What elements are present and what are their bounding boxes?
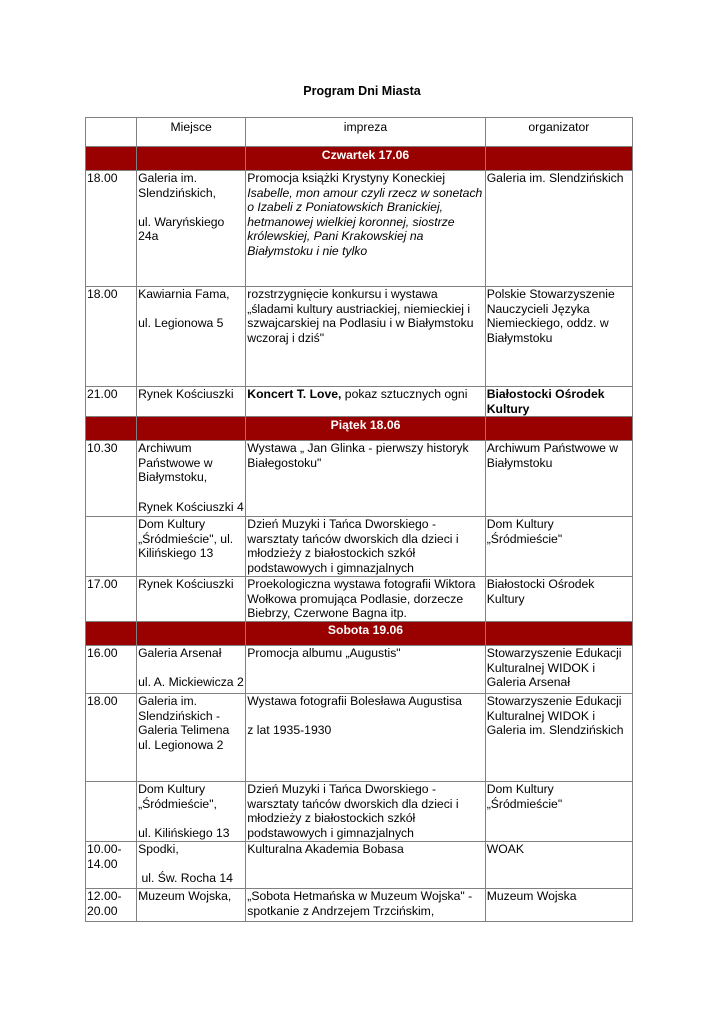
table-row [86,171,633,287]
cell-org: Polskie Stowarzyszenie Nauczycieli Języka Niemieckiego, oddz. w Białymstoku [485,287,632,387]
table-row [86,645,633,693]
place-line: ul. Kilińskiego 13 [138,825,230,840]
day-label: Piątek 18.06 [246,417,485,441]
day-spacer [485,417,632,441]
cell-time: 18.00 [86,693,137,781]
cell-place [137,171,246,287]
program-table [85,117,633,922]
cell-time [86,781,137,841]
cell-org: Białostocki Ośrodek Kultury [485,577,632,622]
day-spacer [485,147,632,171]
table-row [86,693,633,781]
table-row [86,387,633,417]
cell-org: Muzeum Wojska [485,888,632,921]
header-place: Miejsce [137,118,246,147]
cell-time: 16.00 [86,645,137,693]
table-row [86,781,633,841]
cell-event: Dzień Muzyki i Tańca Dworskiego - warsztaty tańców dworskich dla dzieci i młodzieży z białostockich szkół podstawowych i gimnazjalnych [246,517,485,577]
org-bold: Białostocki Ośrodek Kultury [486,387,605,416]
cell-event: „Sobota Hetmańska w Muzeum Wojska" - spotkanie z Andrzejem Trzcińskim, [246,888,485,921]
cell-place [137,287,246,387]
cell-place [137,781,246,841]
day-row-saturday [86,621,633,645]
day-spacer [137,147,246,171]
cell-org [485,387,632,417]
cell-event: Wystawa „ Jan Glinka - pierwszy historyk Białegostoku" [246,441,485,517]
table-row [86,888,633,921]
place-line: Archiwum Państwowe w Białymstoku, [138,441,213,485]
day-label: Czwartek 17.06 [246,147,485,171]
cell-place: Rynek Kościuszki [137,387,246,417]
day-label: Sobota 19.06 [246,621,485,645]
table-row [86,517,633,577]
day-spacer [86,147,137,171]
cell-place [137,645,246,693]
day-spacer [86,621,137,645]
cell-org: Archiwum Państwowe w Białymstoku [485,441,632,517]
place-line: Galeria Arsenał [138,645,222,660]
place-line: ul. Waryńskiego 24a [138,214,225,244]
cell-place [137,441,246,517]
cell-place [137,841,246,888]
day-spacer [137,621,246,645]
page-title: Program Dni Miasta [303,84,421,98]
header-event: impreza [246,118,485,147]
cell-event: Kulturalna Akademia Bobasa [246,841,485,888]
place-line: Dom Kultury „Śródmieście", [138,781,217,811]
cell-event [246,387,485,417]
place-line: ul. Św. Rocha 14 [138,871,233,886]
cell-event: Dzień Muzyki i Tańca Dworskiego - warsztaty tańców dworskich dla dzieci i młodzieży z białostockich szkół podstawowych i gimnazjalnych [246,781,485,841]
table-row [86,287,633,387]
cell-time [86,517,137,577]
day-spacer [485,621,632,645]
place-line: ul. A. Mickiewicza 2 [138,675,244,690]
cell-event: rozstrzygnięcie konkursu i wystawa „śladami kultury austriackiej, niemieckiej i szwajcarskiej na Podlasiu i w Białymstoku wczoraj i dziś" [246,287,485,387]
table-row [86,441,633,517]
day-spacer [86,417,137,441]
header-org: organizator [485,118,632,147]
cell-time: 18.00 [86,287,137,387]
place-line: Rynek Kościuszki 4 [138,499,244,514]
cell-time: 10.30 [86,441,137,517]
cell-org: Galeria im. Slendzińskich [485,171,632,287]
cell-org: WOAK [485,841,632,888]
cell-place: Rynek Kościuszki [137,577,246,622]
cell-time: 17.00 [86,577,137,622]
cell-time: 21.00 [86,387,137,417]
cell-org: Dom Kultury „Śródmieście" [485,781,632,841]
day-spacer [137,417,246,441]
cell-place: Galeria im. Slendzińskich - Galeria Telimena ul. Legionowa 2 [137,693,246,781]
place-line: Kawiarnia Fama, [138,287,230,301]
cell-event: Promocja albumu „Augustis" [246,645,485,693]
place-line: Spodki, [138,841,179,856]
cell-time: 18.00 [86,171,137,287]
cell-org: Dom Kultury „Śródmieście" [485,517,632,577]
day-row-friday [86,417,633,441]
header-row [86,118,633,147]
table-row [86,577,633,622]
event-text: pokaz sztucznych ogni [341,387,468,401]
cell-time: 12.00-20.00 [86,888,137,921]
cell-org: Stowarzyszenie Edukacji Kulturalnej WIDOK i Galeria im. Slendzińskich [485,693,632,781]
cell-org: Stowarzyszenie Edukacji Kulturalnej WIDOK i Galeria Arsenał [485,645,632,693]
cell-time: 10.00-14.00 [86,841,137,888]
event-line: Wystawa fotografii Bolesława Augustisa [247,693,462,708]
cell-event [246,693,485,781]
event-text: Promocja książki Krystyny Koneckiej [247,171,446,185]
day-row-thursday [86,147,633,171]
cell-place: Muzeum Wojska, [137,888,246,921]
cell-place: Dom Kultury „Śródmieście", ul. Kilińskiego 13 [137,517,246,577]
cell-event [246,171,485,287]
event-line: z lat 1935-1930 [247,723,332,738]
table-row [86,841,633,888]
header-time [86,118,137,147]
place-line: Galeria im. Slendzińskich, [138,171,216,200]
place-line: ul. Legionowa 5 [138,316,224,331]
event-italic: Isabelle, mon amour czyli rzecz w sonetach o Izabeli z Poniatowskich Branickiej, hetmanowej wielkiej koronnej, siostrze królewskiej, Pani Krakowskiej na Białymstoku i nie tylko [247,185,483,258]
event-bold: Koncert T. Love, [247,387,342,401]
cell-event: Proekologiczna wystawa fotografii Wiktora Wołkowa promująca Podlasie, dorzecze Biebrzy, Czerwone Bagna itp. [246,577,485,622]
